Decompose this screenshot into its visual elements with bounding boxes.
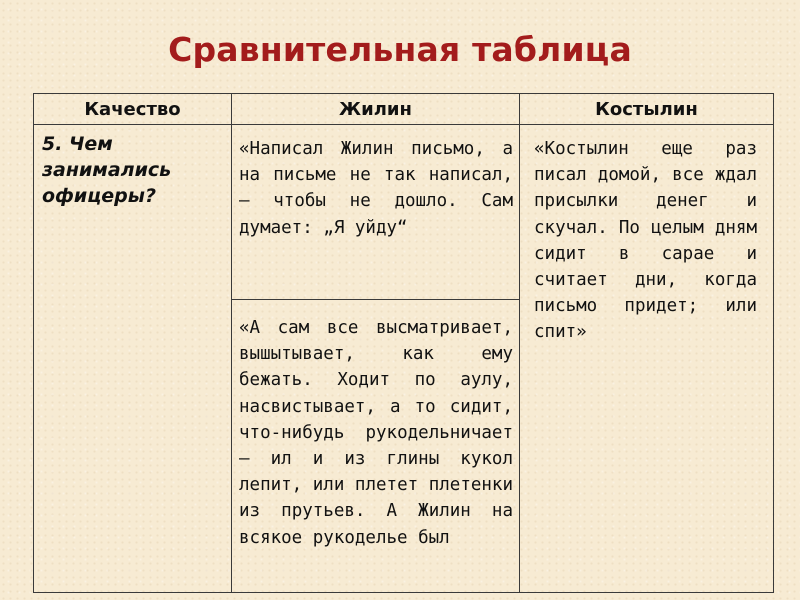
zhilin-cell (232, 125, 520, 593)
header-quality: Качество (34, 94, 232, 125)
quality-cell: 5. Чем занимались офицеры? (34, 125, 232, 593)
header-zhilin: Жилин (232, 94, 520, 125)
zhilin-quote-1: «Написал Жилин письмо, а на письме не так написал, — чтобы не дошло. Сам думает: „Я уйду“ (239, 139, 513, 238)
zhilin-divider (232, 299, 519, 300)
kostylin-cell (520, 125, 774, 593)
table-header-row (34, 94, 774, 125)
header-kostylin: Костылин (520, 94, 774, 125)
kostylin-quote: «Костылин еще раз писал домой, все ждал присылки денег и скучал. По целым дням сидит в сарае и считает дни, когда письмо придет; или спит» (534, 139, 757, 343)
slide-title: Сравнительная таблица (168, 30, 632, 69)
zhilin-quote-2: «А сам все высматривает, вышытывает, как ему бежать. Ходит по аулу, насвистывает, а то сидит, что-нибудь рукодельничает — ил и из глины кукол лепит, или плетет плетенки из прутьев. А Жилин на всякое рукоделье был (239, 318, 513, 548)
comparison-table (33, 93, 774, 593)
table-row (34, 125, 774, 593)
